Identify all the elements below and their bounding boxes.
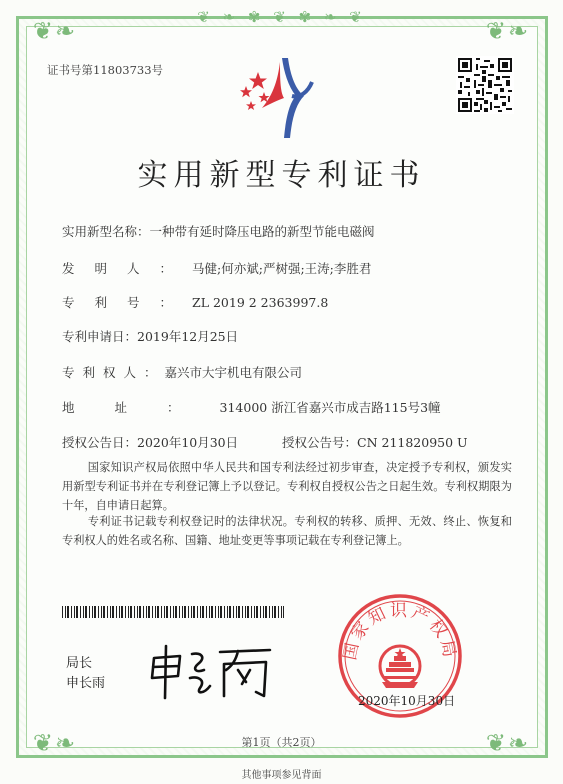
corner-ornament-tr: ❦❧	[485, 17, 531, 45]
paragraph-text: 专利证书记载专利权登记时的法律状况。专利权的转移、质押、无效、终止、恢复和专利权人的姓名或名称、国籍、地址变更等事项记载在专利登记簿上。	[62, 515, 512, 547]
logo-red-stroke	[262, 62, 284, 108]
field-label: 授权公告号：	[282, 435, 358, 450]
field-value: 马健;何亦斌;严树强;王涛;李胜君	[192, 261, 372, 276]
seal-text: 国家知识产权局	[340, 601, 460, 662]
handwritten-signature	[146, 642, 276, 702]
field-label: 专利权人：	[62, 365, 165, 380]
page-number: 第1页（共2页）	[241, 736, 322, 749]
border-ornament-top: ❦ ❧ ✾ ❦ ✾ ❧ ❦	[197, 8, 366, 26]
field-label: 地址：	[62, 400, 220, 415]
field-label: 授权公告日：	[62, 435, 138, 450]
paragraph-text: 国家知识产权局依照中华人民共和国专利法经过初步审查，决定授予专利权，颁发实用新型专利证书并在专利登记簿上予以登记。专利权自授权公告之日起生效。专利权期限为十年，自申请日起算。	[62, 461, 512, 512]
field-utility-model-name	[62, 222, 375, 240]
footer-note: 其他事项参见背面	[241, 770, 322, 781]
barcode	[62, 606, 284, 618]
field-label: 发明人：	[62, 261, 193, 276]
corner-ornament-bl: ❦❧	[32, 729, 78, 757]
signatory-name: 申长雨	[66, 676, 106, 691]
field-label: 专利申请日：	[62, 329, 138, 344]
certificate-number: 证书号第11803733号	[47, 63, 164, 77]
cnipa-logo	[234, 52, 330, 142]
qr-code	[456, 56, 514, 114]
field-value: 2019年12月25日	[137, 329, 239, 344]
field-filing-date	[62, 327, 238, 345]
corner-ornament-tl: ❦❧	[32, 17, 78, 45]
field-value: ZL 2019 2 2363997.8	[192, 295, 329, 310]
body-paragraph-2	[62, 512, 512, 550]
national-emblem-icon	[380, 646, 420, 688]
certificate-title: 实用新型专利证书	[137, 158, 426, 193]
body-paragraph-1	[62, 458, 512, 515]
field-address	[62, 398, 441, 416]
field-value: 嘉兴市大宇机电有限公司	[164, 365, 303, 380]
seal-date: 2020年10月30日	[358, 694, 456, 708]
field-grant-date	[62, 433, 238, 451]
field-grant-number	[282, 433, 468, 451]
field-value: 314000 浙江省嘉兴市成吉路115号3幢	[219, 400, 441, 415]
field-value: CN 211820950 U	[357, 435, 468, 450]
field-value: 一种带有延时降压电路的新型节能电磁阀	[149, 224, 375, 239]
field-value: 2020年10月30日	[137, 435, 239, 450]
corner-ornament-br: ❦❧	[485, 729, 531, 757]
field-label: 实用新型名称：	[62, 224, 150, 239]
signatory-title: 局长	[66, 656, 93, 671]
field-inventor	[62, 259, 371, 277]
field-label: 专利号：	[62, 295, 193, 310]
field-patent-number	[62, 293, 328, 311]
field-patentee	[62, 363, 302, 381]
